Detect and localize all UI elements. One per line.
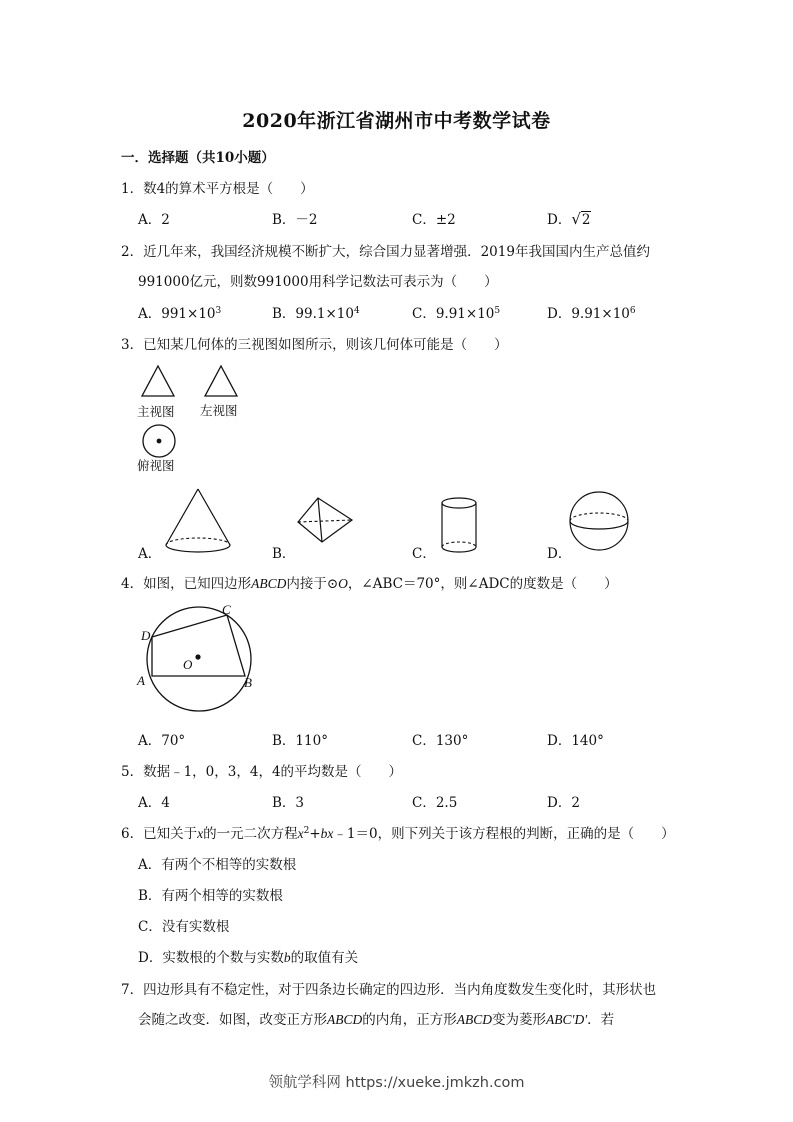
q4-option-b: B．110° bbox=[272, 733, 328, 749]
q7-stem-line2 bbox=[138, 1008, 614, 1028]
footer-watermark: 领航学科网 https://xueke.jmkzh.com bbox=[268, 1075, 525, 1091]
sphere-figure bbox=[568, 490, 630, 552]
q6-option-d-var: b bbox=[283, 950, 291, 965]
q7-line2-mid: 的内角，正方形 bbox=[362, 1012, 457, 1028]
q3-option-c: C． bbox=[412, 546, 436, 562]
q2-stem-line1: 2．近几年来，我国经济规模不断扩大，综合国力显著增强．2019年我国国内生产总值约 bbox=[121, 244, 650, 260]
q6-option-d-pre: D．实数根的个数与实数 bbox=[138, 950, 284, 966]
cylinder-figure bbox=[440, 496, 478, 556]
vertex-b: B bbox=[244, 675, 252, 690]
center-o: O bbox=[183, 657, 193, 672]
q6-eq-bx: bx bbox=[320, 826, 334, 841]
top-view-circle bbox=[141, 423, 177, 459]
section-heading: 一．选择题（共10小题） bbox=[121, 150, 275, 166]
q7-line2-pre: 会随之改变．如图，改变正方形 bbox=[138, 1012, 327, 1028]
q2-stem-line2: 991000亿元，则数991000用科学记数法可表示为（ ） bbox=[138, 274, 498, 290]
q4-label-a bbox=[137, 670, 145, 689]
q5-option-a: A．4 bbox=[138, 795, 170, 811]
q3-option-b: B． bbox=[272, 546, 296, 562]
q1-option-d-label: D． bbox=[547, 212, 572, 228]
q4-stem-quad: ABCD bbox=[251, 576, 287, 591]
q5-stem: 5．数据﹣1，0，3，4，4的平均数是（ ） bbox=[121, 764, 403, 780]
q6-stem-pre: 6．已知关于 bbox=[121, 826, 198, 842]
q4-option-a: A．70° bbox=[138, 733, 186, 749]
q4-label-o bbox=[183, 654, 192, 673]
q1-option-b: B．－2 bbox=[272, 212, 318, 228]
q5-option-d: D．2 bbox=[547, 795, 580, 811]
q6-option-b: B．有两个相等的实数根 bbox=[138, 888, 283, 904]
q4-label-d bbox=[141, 625, 150, 644]
q2-option-b-base: B．99.1×10 bbox=[272, 306, 354, 322]
q2-option-a-exp: 3 bbox=[215, 306, 222, 316]
page-title: 2020年浙江省湖州市中考数学试卷 bbox=[242, 110, 551, 132]
q4-label-b bbox=[244, 672, 252, 691]
q7-stem-line1: 7．四边形具有不稳定性，对于四条边长确定的四边形．当内角度数发生变化时，其形状也 bbox=[121, 982, 657, 998]
q6-option-d-post: 的取值有关 bbox=[290, 950, 359, 966]
front-view-label: 主视图 bbox=[137, 404, 175, 419]
q4-stem-mid: 内接于⊙ bbox=[286, 576, 339, 592]
front-view-triangle bbox=[140, 364, 176, 398]
q4-stem-circle: O bbox=[338, 576, 348, 591]
q2-option-b-exp: 4 bbox=[353, 306, 360, 316]
q1-option-c: C．±2 bbox=[412, 212, 456, 228]
q2-option-a-base: A．991×10 bbox=[138, 306, 216, 322]
q3-option-d: D． bbox=[547, 546, 572, 562]
q1-option-d bbox=[547, 208, 591, 228]
vertex-a: A bbox=[137, 673, 145, 688]
q5-option-b: B．3 bbox=[272, 795, 305, 811]
q4-stem-pre: 4．如图，已知四边形 bbox=[121, 576, 252, 592]
q7-line2-mid2: 变为菱形 bbox=[492, 1012, 546, 1028]
q6-stem-mid: 的一元二次方程 bbox=[203, 826, 298, 842]
q7-square-2: ABCD bbox=[456, 1012, 492, 1027]
q5-option-c: C．2.5 bbox=[412, 795, 458, 811]
q6-eq-plus: + bbox=[309, 826, 321, 842]
q2-option-c-exp: 5 bbox=[494, 306, 501, 316]
cone-figure bbox=[164, 487, 232, 555]
q2-option-c-base: C．9.91×10 bbox=[412, 306, 495, 322]
q2-option-d-base: D．9.91×10 bbox=[547, 306, 630, 322]
vertex-c: C bbox=[222, 602, 231, 617]
q2-option-a bbox=[138, 302, 221, 322]
q6-option-d bbox=[138, 946, 358, 966]
q2-option-b bbox=[272, 302, 360, 322]
q4-stem bbox=[121, 572, 618, 592]
q6-var-x: x bbox=[197, 826, 204, 841]
q1-stem: 1．数4的算术平方根是（ ） bbox=[121, 181, 314, 197]
sqrt-symbol: √ bbox=[571, 210, 581, 228]
q4-option-d: D．140° bbox=[547, 733, 604, 749]
q3-option-a: A． bbox=[138, 546, 162, 562]
q6-option-a: A．有两个不相等的实数根 bbox=[138, 857, 297, 873]
q6-option-c: C．没有实数根 bbox=[138, 919, 230, 935]
q7-line2-end: ．若 bbox=[587, 1012, 615, 1028]
q4-option-c: C．130° bbox=[412, 733, 469, 749]
q6-eq-x: x bbox=[297, 826, 304, 841]
left-view-triangle bbox=[203, 364, 239, 398]
top-view-label: 俯视图 bbox=[137, 458, 175, 473]
pyramid-figure bbox=[296, 496, 356, 546]
q4-label-c bbox=[222, 599, 231, 618]
q7-rhombus: ABC′D′ bbox=[546, 1012, 588, 1027]
q2-option-d bbox=[547, 302, 636, 322]
q3-stem: 3．已知某几何体的三视图如图所示，则该几何体可能是（ ） bbox=[121, 337, 508, 353]
left-view-label: 左视图 bbox=[200, 403, 238, 418]
q4-stem-post: ，∠ABC＝70°，则∠ADC的度数是（ ） bbox=[347, 576, 618, 592]
q7-square-1: ABCD bbox=[327, 1012, 363, 1027]
q2-option-c bbox=[412, 302, 500, 322]
q1-option-a: A．2 bbox=[138, 212, 170, 228]
q6-eq-rest: ﹣1＝0，则下列关于该方程根的判断，正确的是（ ） bbox=[333, 826, 675, 842]
q1-option-d-radicand: 2 bbox=[581, 212, 591, 228]
vertex-d: D bbox=[141, 628, 151, 643]
q2-option-d-exp: 6 bbox=[629, 306, 636, 316]
q6-eq-exp: 2 bbox=[303, 826, 310, 836]
q6-stem bbox=[121, 822, 675, 842]
